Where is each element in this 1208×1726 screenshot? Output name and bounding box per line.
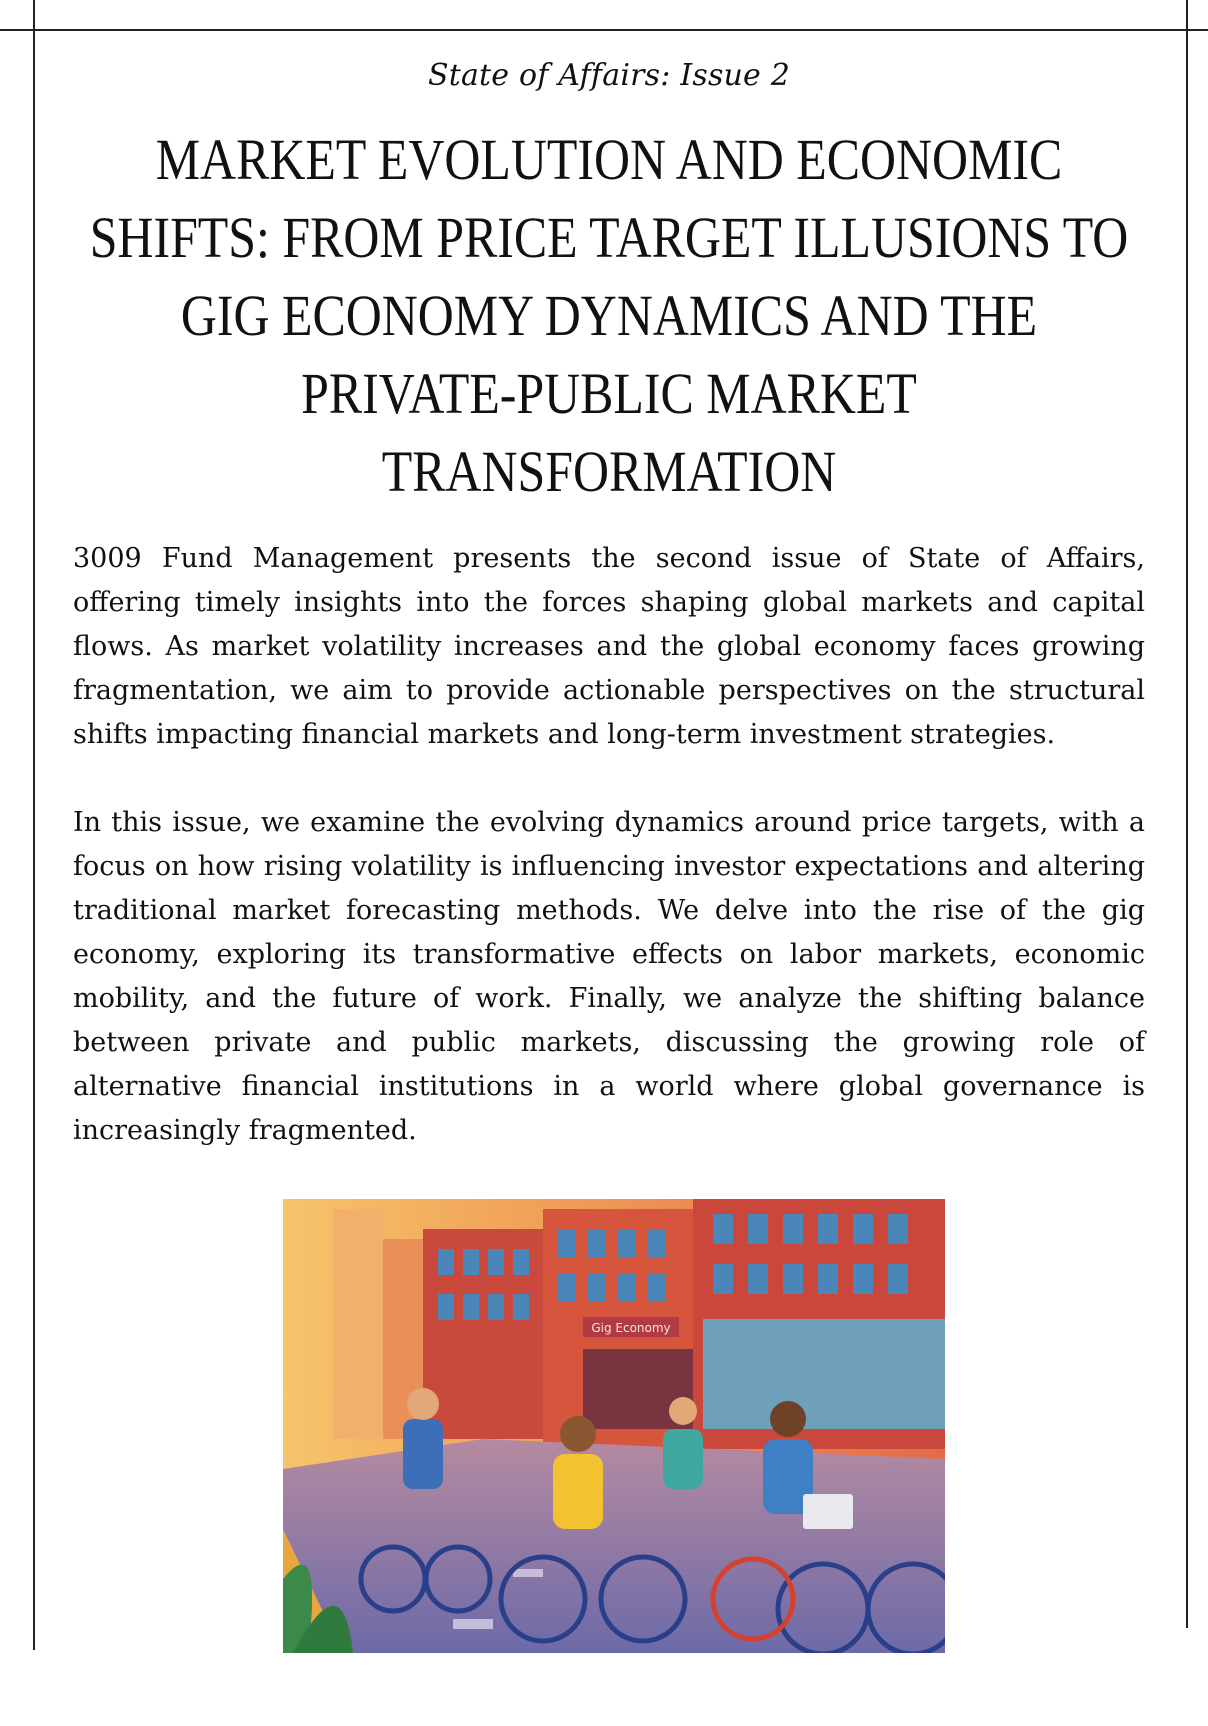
overview-paragraph: In this issue, we examine the evolving dynamics around price targets, with a focus on how rising volatility is influencing investor expectations and altering traditional market forecasting methods. We delve into the rise of the gig economy, exploring its transformative effects on labor markets, economic mobility, and the future of work. Finally, we analyze the shifting balance between private and public markets, discussing the growing role of alternative financial institutions in a world where global governance is increasingly fragmented. (73, 807, 1145, 1146)
tower-shape (333, 1209, 383, 1439)
sign-text: Gig Economy (591, 1321, 671, 1335)
gig-economy-illustration (283, 1199, 945, 1653)
intro-paragraph: 3009 Fund Management presents the second issue of State of Affairs, offering timely insights into the forces shaping global markets and capital flows. As market volatility increases and the global economy faces growing fragmentation, we aim to provide actionable perspectives on the structural shifts impacting financial markets and long-term investment strategies. (73, 543, 1145, 750)
document-page (73, 50, 1145, 1153)
right-border-line (1186, 0, 1188, 1628)
top-border-line (0, 29, 1208, 31)
issue-label: State of Affairs: Issue 2 (427, 58, 791, 93)
document-title: MARKET EVOLUTION AND ECONOMIC SHIFTS: FROM PRICE TARGET ILLUSIONS TO GIG ECONOMY DYNAMICS AND THE PRIVATE-PUBLIC MARKET TRANSFORMATION (89, 127, 1129, 504)
left-border-line (33, 0, 35, 1650)
